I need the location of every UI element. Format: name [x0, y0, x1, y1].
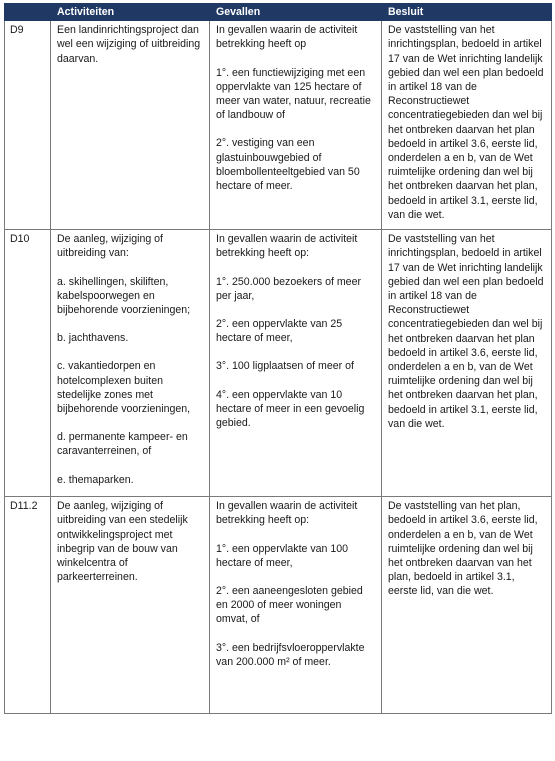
activiteit-text: e. themaparken. — [57, 473, 134, 486]
row-gevallen — [210, 230, 382, 497]
activiteit-text: De aanleg, wijziging of uitbreiding van een stedelijk ontwikkelingsproject met inbegrip van de bouw van winkelcentra of parkeerterreinen. — [57, 500, 188, 584]
activiteit-text: Een landinrichtingsproject dan wel een wijziging of uitbreiding daarvan. — [57, 24, 201, 65]
activiteit-text: b. jachthavens. — [57, 332, 129, 345]
besluit-text: De vaststelling van het inrichtingsplan, bedoeld in artikel 17 van de Wet inrichting landelijk gebied dan wel een plan bedoeld in artikel 18 van de Reconstructiewet concentratiegebieden dan wel bij het ontbreken daarvan het plan bedoeld in artikel 3.6, eerste lid, onderdelen a en b, van de Wet ruimtelijke ordening dan wel bij het ontbreken daarvan het plan, bedoeld in artikel 3.1, eerste lid, van die wet. — [388, 24, 544, 221]
row-activiteiten — [51, 21, 210, 230]
row-code: D11.2 — [5, 497, 51, 714]
geval-text: 1°. een functiewijziging met een oppervlakte van 125 hectare of meer van water, natuur, recreatie of landbouw of — [216, 66, 371, 122]
table-header-row — [5, 4, 552, 21]
geval-text: 1°. een oppervlakte van 100 hectare of meer, — [216, 542, 349, 569]
row-besluit — [382, 21, 552, 230]
geval-text: 1°. 250.000 bezoekers of meer per jaar, — [216, 275, 361, 302]
table-row — [5, 230, 552, 497]
geval-text: 4°. een oppervlakte van 10 hectare of meer in een gevoelig gebied. — [216, 388, 365, 430]
row-besluit — [382, 230, 552, 497]
header-besluit: Besluit — [382, 4, 552, 21]
table-row — [5, 21, 552, 230]
besluit-text: De vaststelling van het inrichtingsplan, bedoeld in artikel 17 van de Wet inrichting landelijk gebied dan wel een plan bedoeld in artikel 18 van de Reconstructiewet concentratiegebieden dan wel bij het ontbreken daarvan het plan bedoeld in artikel 3.6, eerste lid, onderdelen a en b, van de Wet ruimtelijke ordening dan wel bij het ontbreken daarvan het plan, bedoeld in artikel 3.1, eerste lid, van die wet. — [388, 233, 544, 430]
geval-text: 3°. 100 ligplaatsen of meer of — [216, 360, 354, 373]
row-besluit — [382, 497, 552, 714]
header-code — [5, 4, 51, 21]
geval-text: In gevallen waarin de activiteit betrekking heeft op: — [216, 500, 358, 527]
geval-text: In gevallen waarin de activiteit betrekking heeft op: — [216, 233, 358, 260]
geval-text: 2°. vestiging van een glastuinbouwgebied of bloembollenteeltgebied van 50 hectare of meer. — [216, 137, 360, 193]
header-activiteiten: Activiteiten — [51, 4, 210, 21]
row-code: D9 — [5, 21, 51, 230]
regulation-table — [4, 3, 552, 714]
activiteit-text: De aanleg, wijziging of uitbreiding van: — [57, 233, 163, 260]
activiteit-text: c. vakantiedorpen en hotelcomplexen buiten stedelijke zones met bijbehorende voorzieningen, — [57, 360, 191, 416]
row-activiteiten — [51, 230, 210, 497]
row-code: D10 — [5, 230, 51, 497]
besluit-text: De vaststelling van het plan, bedoeld in artikel 3.6, eerste lid, onderdelen a en b, van de Wet ruimtelijke ordening dan wel bij het ontbreken daarvan van het plan, bedoeld in artikel 3.1, eerste lid, van die wet. — [388, 500, 538, 598]
header-gevallen: Gevallen — [210, 4, 382, 21]
table-row — [5, 497, 552, 714]
geval-text: 3°. een bedrijfsvloeroppervlakte van 200.000 m² of meer. — [216, 641, 365, 668]
row-gevallen — [210, 21, 382, 230]
row-gevallen — [210, 497, 382, 714]
activiteit-text: a. skihellingen, skiliften, kabelspoorwegen en bijbehorende voorzieningen; — [57, 275, 191, 317]
geval-text: 2°. een oppervlakte van 25 hectare of meer, — [216, 318, 343, 345]
geval-text: In gevallen waarin de activiteit betrekking heeft op — [216, 24, 358, 51]
activiteit-text: d. permanente kampeer- en caravanterreinen, of — [57, 431, 188, 458]
geval-text: 2°. een aaneengesloten gebied en 2000 of meer woningen omvat, of — [216, 585, 363, 626]
row-activiteiten — [51, 497, 210, 714]
